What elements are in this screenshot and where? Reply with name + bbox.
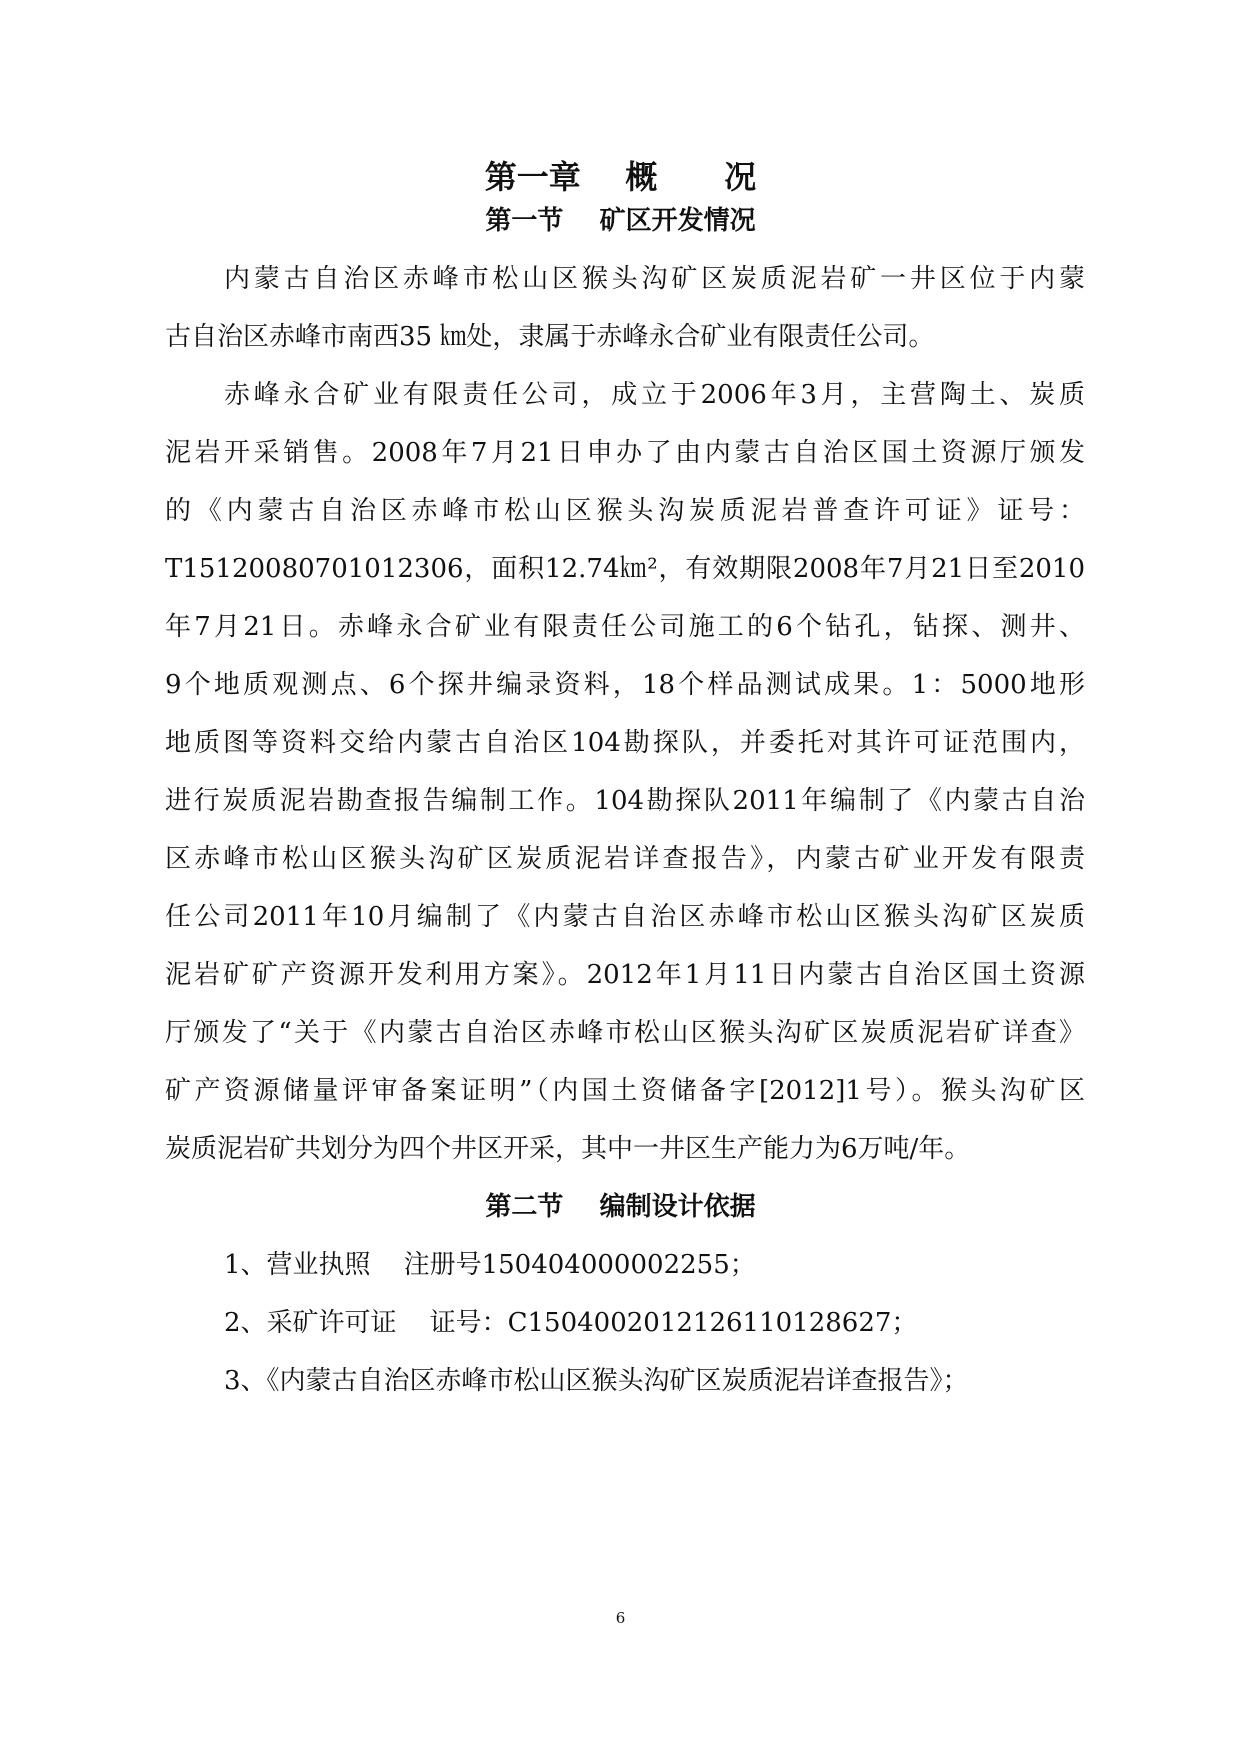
paragraph-line: T15120080701012306，面积12.74㎞²，有效期限2008年7月21日至2010 bbox=[165, 554, 1085, 584]
paragraph-line: 矿产资源储量评审备案证明”（内国土资储备字[2012]1号）。猴头沟矿区 bbox=[165, 1076, 1085, 1106]
paragraph-line: 厅颁发了“关于《内蒙古自治区赤峰市松山区猴头沟矿区炭质泥岩矿详查》 bbox=[165, 1018, 1085, 1048]
paragraph-line: 炭质泥岩矿共划分为四个井区开采，其中一井区生产能力为6万吨/年。 bbox=[165, 1134, 971, 1164]
paragraph-line: 区赤峰市松山区猴头沟矿区炭质泥岩详查报告》，内蒙古矿业开发有限责 bbox=[165, 844, 1085, 874]
paragraph-line: 古自治区赤峰市南西35 ㎞处，隶属于赤峰永合矿业有限责任公司。 bbox=[165, 322, 935, 352]
paragraph-line: 地质图等资料交给内蒙古自治区104勘探队，并委托对其许可证范围内， bbox=[165, 728, 1085, 758]
paragraph-line: 年7月21日。赤峰永合矿业有限责任公司施工的6个钻孔，钻探、测井、 bbox=[165, 612, 1085, 642]
paragraph-line: 泥岩开采销售。2008年7月21日申办了由内蒙古自治区国土资源厅颁发 bbox=[165, 438, 1085, 468]
list-item: 2、采矿许可证 证号：C1504002012126110128627； bbox=[224, 1308, 918, 1338]
chapter-title: 第一章 概 况 bbox=[484, 158, 757, 196]
paragraph-line: 内蒙古自治区赤峰市松山区猴头沟矿区炭质泥岩矿一井区位于内蒙 bbox=[224, 264, 1085, 294]
paragraph-line: 的《内蒙古自治区赤峰市松山区猴头沟炭质泥岩普查许可证》证号： bbox=[165, 496, 1085, 526]
paragraph-line: 赤峰永合矿业有限责任公司，成立于2006年3月，主营陶土、炭质 bbox=[224, 380, 1085, 410]
paragraph-line: 任公司2011年10月编制了《内蒙古自治区赤峰市松山区猴头沟矿区炭质 bbox=[165, 902, 1085, 932]
page-number: 6 bbox=[615, 1609, 626, 1627]
list-item: 3、《内蒙古自治区赤峰市松山区猴头沟矿区炭质泥岩详查报告》； bbox=[224, 1366, 969, 1396]
paragraph-line: 泥岩矿矿产资源开发利用方案》。2012年1月11日内蒙古自治区国土资源 bbox=[165, 960, 1085, 990]
paragraph-line: 进行炭质泥岩勘查报告编制工作。104勘探队2011年编制了《内蒙古自治 bbox=[165, 786, 1085, 816]
list-item: 1、营业执照 注册号150404000002255； bbox=[224, 1250, 756, 1280]
paragraph-line: 9个地质观测点、6个探井编录资料，18个样品测试成果。1：5000地形 bbox=[165, 670, 1085, 700]
section-title: 第二节 编制设计依据 bbox=[485, 1192, 756, 1222]
section-title: 第一节 矿区开发情况 bbox=[485, 206, 756, 236]
